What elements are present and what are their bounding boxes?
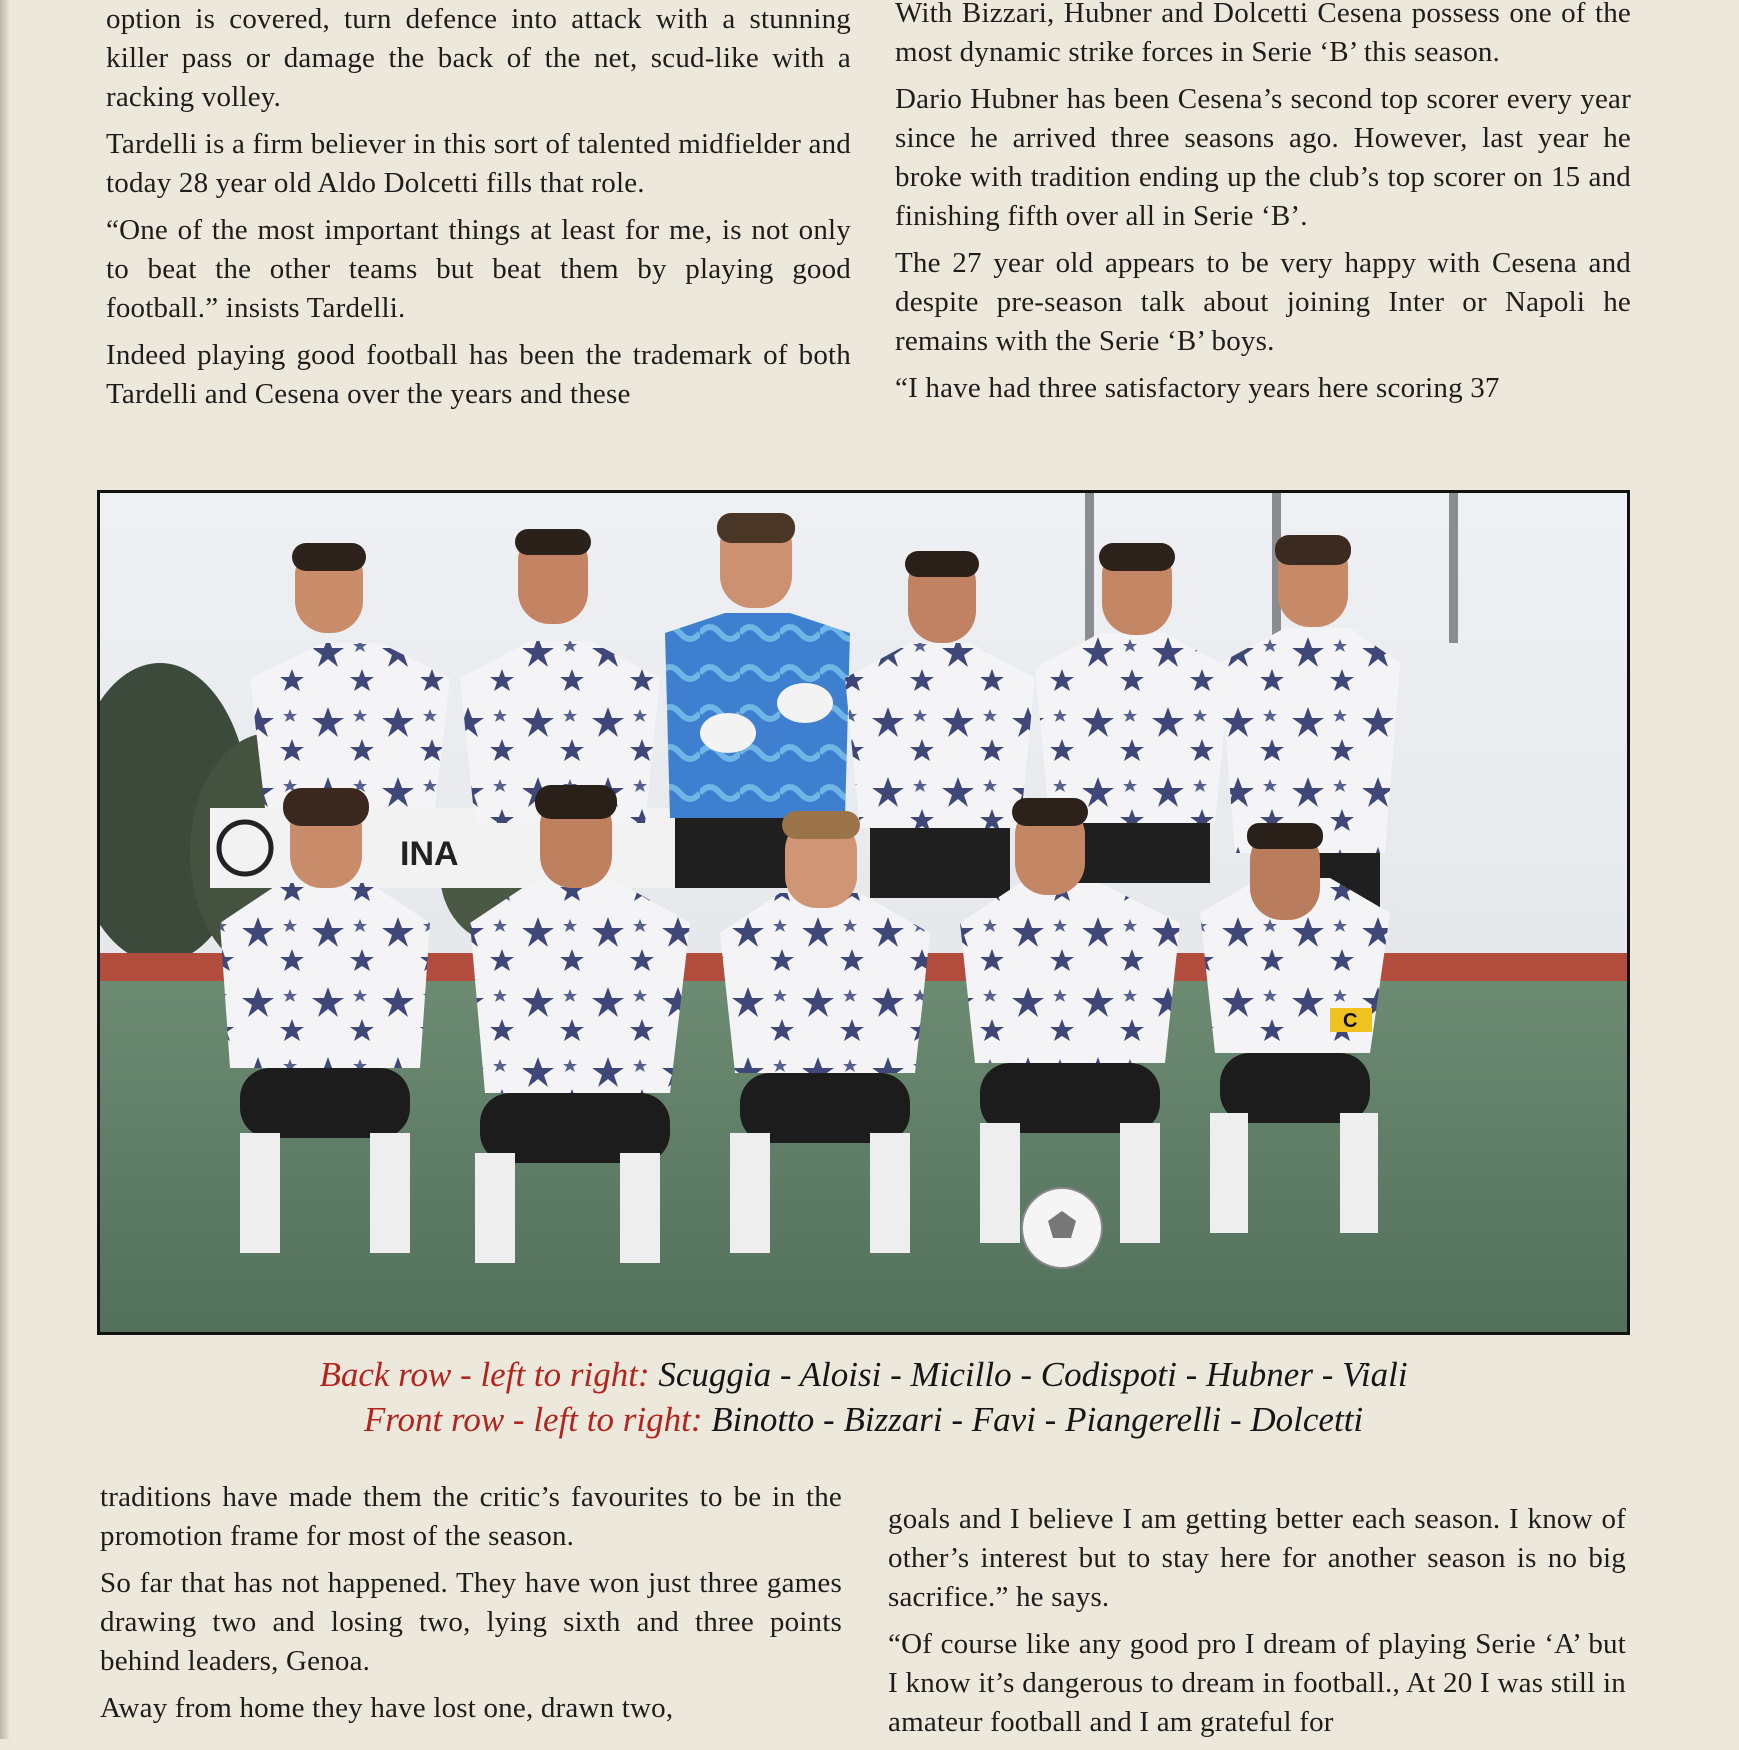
paragraph: Away from home they have lost one, drawn two, [100,1692,674,1724]
caption-front-row-names: Binotto - Bizzari - Favi - Piangerelli - Dolcetti [711,1400,1364,1439]
paragraph: The 27 year old appears to be very happy with Cesena and despite pre-season talk about joining Inter or Napoli he remains with the Serie ‘B’ boys. [895,247,1631,357]
photo-caption [97,1352,1630,1442]
paragraph: Dario Hubner has been Cesena’s second top scorer every year since he arrived three seasons ago. However, last year he broke with tradition ending up the club’s top scorer on 15 and finishing fifth over all in Serie ‘B’. [895,83,1631,232]
paragraph: Tardelli is a firm believer in this sort of talented midfielder and today 28 year old Aldo Dolcetti fills that role. [106,128,851,199]
football [1022,1188,1102,1268]
paragraph: traditions have made them the critic’s favourites to be in the promotion frame for most of the season. [100,1481,842,1552]
caption-back-row [97,1352,1630,1397]
paragraph: Indeed playing good football has been the trademark of both Tardelli and Cesena over the years and these [106,339,851,410]
caption-front-row-label: Front row - left to right: [363,1400,703,1439]
page-edge-shadow [0,0,10,1739]
paragraph: “One of the most important things at least for me, is not only to beat the other teams but beat them by playing good football.” insists Tardelli. [106,214,851,324]
paragraph: “I have had three satisfactory years here scoring 37 [895,372,1500,404]
article-column-top-left [106,0,851,422]
banner-text-left: INA [400,835,459,873]
caption-back-row-names: Scuggia - Aloisi - Micillo - Codispoti - Hubner - Viali [658,1355,1408,1394]
article-column-bottom-right [888,1500,1626,1750]
caption-front-row [97,1397,1630,1442]
article-column-top-right [895,0,1631,416]
paragraph: goals and I believe I am getting better each season. I know of other’s interest but to stay here for another season is no big sacrifice.” he says. [888,1503,1626,1613]
paragraph: So far that has not happened. They have won just three games drawing two and losing two, lying sixth and three points behind leaders, Genoa. [100,1567,842,1677]
paragraph: With Bizzari, Hubner and Dolcetti Cesena possess one of the most dynamic strike forces in Serie ‘B’ this season. [895,0,1631,68]
paragraph: option is covered, turn defence into attack with a stunning killer pass or damage the back of the net, scud-like with a racking volley. [106,3,851,113]
paragraph: “Of course like any good pro I dream of playing Serie ‘A’ but I know it’s dangerous to dream in football., At 20 I was still in amateur football and I am grateful for [888,1628,1626,1738]
caption-back-row-label: Back row - left to right: [319,1355,650,1394]
captain-armband: C [1343,1010,1358,1032]
team-photo [97,490,1630,1335]
article-column-bottom-left [100,1478,842,1736]
